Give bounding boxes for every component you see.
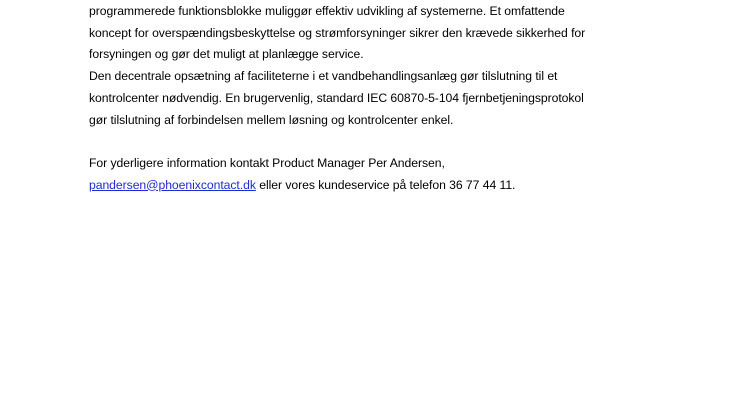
text-line: koncept for overspændingsbeskyttelse og strømforsyninger sikrer den krævede sikkerhed for <box>89 25 586 40</box>
contact-line <box>89 175 689 197</box>
text-line: forsyningen og gør det muligt at planlægge service. <box>89 47 364 62</box>
text-line: kontrolcenter nødvendig. En brugervenlig, standard IEC 60870-5-104 fjernbetjeningsprotokol <box>89 90 584 105</box>
contact-intro: For yderligere information kontakt Product Manager Per Andersen, <box>89 155 445 170</box>
paragraph-contact <box>89 153 689 196</box>
text-line: Den decentrale opsætning af faciliteterne i et vandbehandlingsanlæg gør tilslutning til et <box>89 69 558 84</box>
paragraph-system-design <box>89 1 689 66</box>
contact-suffix: eller vores kundeservice på telefon 36 77 44 11. <box>255 177 516 192</box>
text-line: programmerede funktionsblokke muliggør effektiv udvikling af systemerne. Et omfattende <box>89 4 565 18</box>
email-link[interactable]: pandersen@phoenixcontact.dk <box>89 177 256 192</box>
paragraph-spacer <box>89 131 689 153</box>
paragraph-control-center <box>89 66 689 131</box>
text-line: gør tilslutning af forbindelsen mellem løsning og kontrolcenter enkel. <box>89 112 454 127</box>
document-body <box>89 1 689 196</box>
